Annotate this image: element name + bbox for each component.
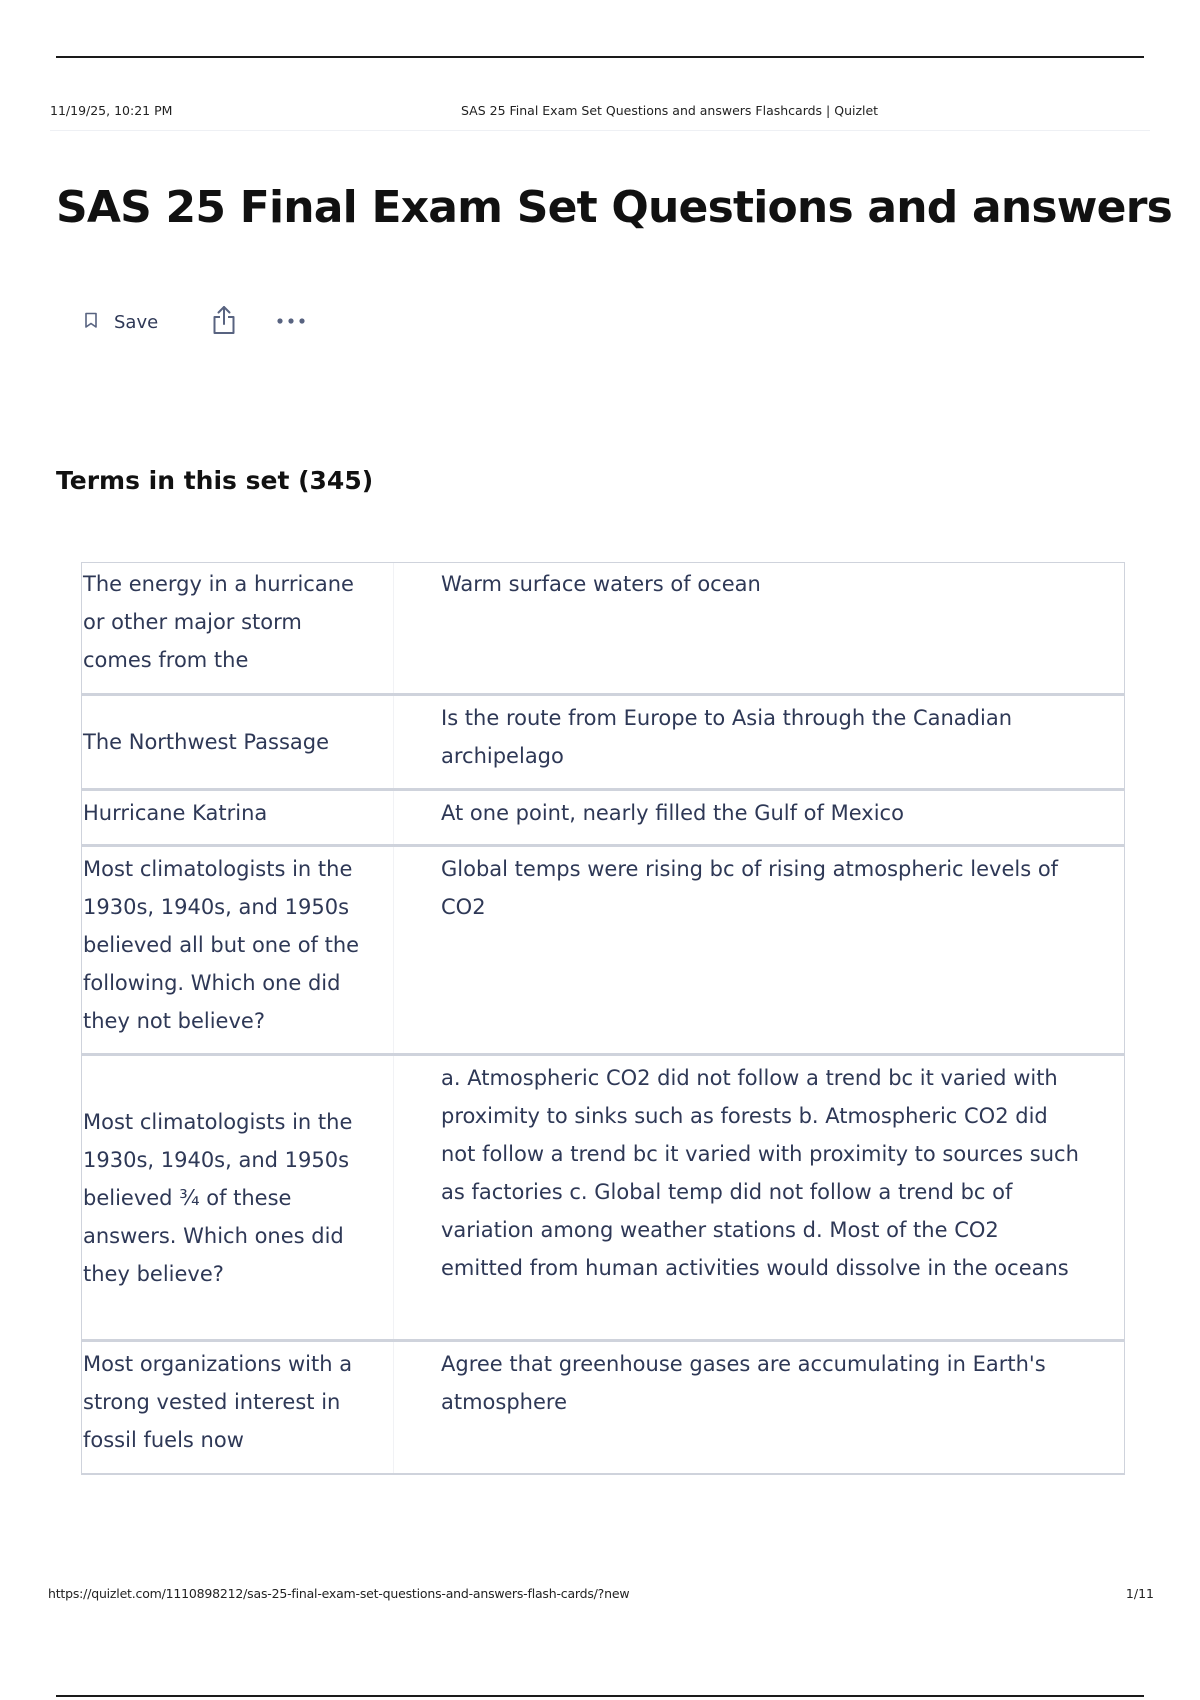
more-options-button[interactable]: [276, 313, 306, 331]
term-cell: [82, 696, 394, 788]
term-text: Hurricane Katrina: [83, 801, 268, 825]
terms-table: [81, 562, 1125, 1475]
definition-cell: [394, 1056, 1124, 1339]
header-divider: [50, 130, 1150, 131]
term-row: [82, 696, 1124, 791]
term-text: The Northwest Passage: [83, 730, 330, 754]
page-number: 1/11: [1125, 1586, 1154, 1601]
bottom-rule: [56, 1695, 1144, 1697]
definition-cell: [394, 791, 1124, 844]
more-icon: [276, 313, 306, 331]
print-footer: [48, 1586, 1154, 1606]
definition-cell: [394, 696, 1124, 788]
term-row: [82, 1056, 1124, 1342]
term-cell: [82, 1342, 394, 1473]
bookmark-icon: [82, 311, 100, 334]
print-doc-title: SAS 25 Final Exam Set Questions and answers Flashcards | Quizlet: [461, 103, 879, 118]
term-text: Most organizations with a strong vested interest in fossil fuels now: [83, 1352, 353, 1452]
term-cell: [82, 1056, 394, 1339]
term-row: [82, 1342, 1124, 1475]
definition-text: Warm surface waters of ocean: [441, 572, 761, 596]
print-url: https://quizlet.com/1110898212/sas-25-final-exam-set-questions-and-answers-flash-cards/?new: [48, 1586, 630, 1601]
print-datetime: 11/19/25, 10:21 PM: [50, 103, 173, 118]
save-button[interactable]: [82, 311, 158, 334]
set-actions: [82, 306, 306, 338]
definition-cell: [394, 563, 1124, 693]
definition-cell: [394, 847, 1124, 1053]
definition-text: Global temps were rising bc of rising atmospheric levels of CO2: [441, 857, 1059, 919]
page-title: SAS 25 Final Exam Set Questions and answers: [56, 182, 1172, 233]
print-header: [50, 103, 1150, 123]
definition-text: At one point, nearly filled the Gulf of Mexico: [441, 801, 904, 825]
term-cell: [82, 847, 394, 1053]
term-row: [82, 847, 1124, 1056]
term-text: Most climatologists in the 1930s, 1940s, and 1950s believed all but one of the following. Which one did they not believe?: [83, 857, 360, 1033]
term-text: Most climatologists in the 1930s, 1940s, and 1950s believed ¾ of these answers. Which ones did they believe?: [83, 1109, 353, 1286]
term-text: The energy in a hurricane or other major storm comes from the: [83, 572, 354, 672]
share-icon: [210, 304, 238, 341]
definition-text: a. Atmospheric CO2 did not follow a trend bc it varied with proximity to sinks such as forests b. Atmospheric CO2 did not follow a trend bc it varied with proximity to sources such as factories c. Global temp did not follow a trend bc of variation among weather stations d. Most of the CO2 emitted from human activities would dissolve in the oceans: [441, 1066, 1079, 1280]
term-cell: [82, 563, 394, 693]
definition-cell: [394, 1342, 1124, 1473]
top-rule: [56, 56, 1144, 58]
term-row: [82, 563, 1124, 696]
term-cell: [82, 791, 394, 844]
terms-heading: Terms in this set (345): [56, 466, 374, 495]
definition-text: Is the route from Europe to Asia through the Canadian archipelago: [441, 706, 1012, 768]
definition-text: Agree that greenhouse gases are accumulating in Earth's atmosphere: [441, 1352, 1046, 1414]
share-button[interactable]: [210, 304, 238, 341]
save-label: Save: [114, 311, 159, 333]
term-row: [82, 791, 1124, 847]
